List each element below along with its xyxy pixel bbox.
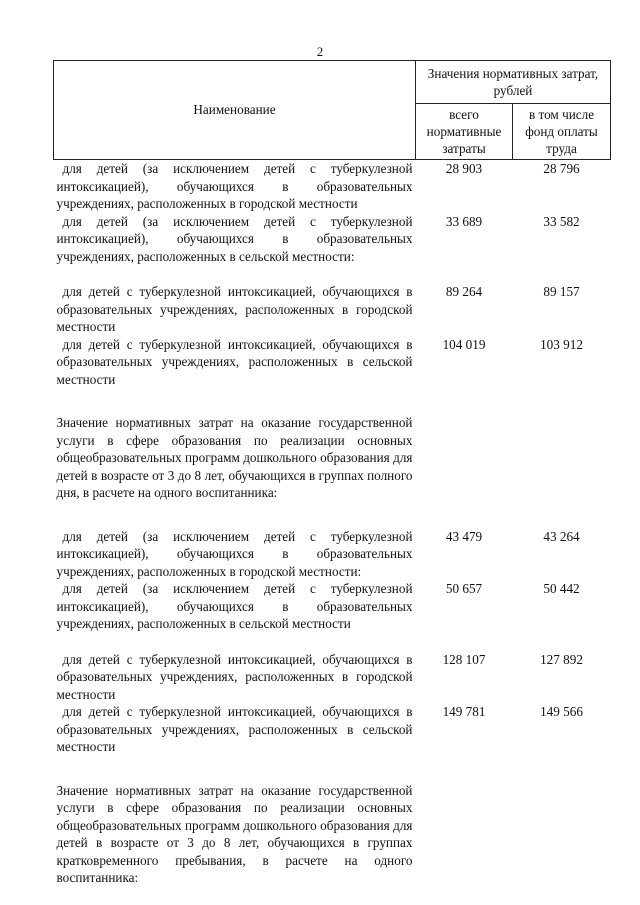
row-spacer — [54, 388, 611, 414]
row-total: 33 689 — [445, 213, 483, 229]
row-wage: 28 796 — [543, 161, 580, 176]
table-row — [54, 651, 611, 704]
table-row — [54, 336, 611, 389]
row-name: для детей с туберкулезной интоксикацией, обучающихся в образовательных учреждениях, расположенных в городской местности — [56, 284, 413, 334]
normative-costs-table — [53, 60, 611, 887]
row-wage — [513, 414, 611, 502]
row-total — [416, 414, 513, 502]
header-total-costs: всего нормативные затраты — [416, 104, 513, 160]
row-wage: 149 566 — [540, 704, 583, 719]
row-spacer — [54, 265, 611, 283]
row-total: 43 479 — [445, 528, 483, 544]
row-total: 89 264 — [445, 284, 483, 299]
row-name: для детей (за исключением детей с туберкулезной интоксикацией), обучающихся в образовательных учреждениях, расположенных в городской местности — [56, 161, 413, 211]
table-row — [54, 580, 611, 633]
row-name: для детей (за исключением детей с туберкулезной интоксикацией), обучающихся в образовательных учреждениях, расположенных в сельской местности: — [56, 213, 413, 264]
table-header — [54, 61, 611, 160]
table-row — [54, 213, 611, 266]
page-number: 2 — [316, 44, 324, 59]
row-wage: 50 442 — [543, 581, 580, 596]
row-spacer — [54, 756, 611, 782]
row-total — [416, 782, 513, 887]
header-wage-fund: в том числе фонд оплаты труда — [513, 104, 611, 160]
section-heading: Значение нормативных затрат на оказание государственной услуги в сфере образования по реализации основных общеобразовательных программ дошкольного образования для детей в возрасте от 3 до 8 лет, обучающихся в группах кратковременного пребывания, в расчете на одного воспитанника: — [56, 782, 413, 885]
row-name: для детей с туберкулезной интоксикацией, обучающихся в образовательных учреждениях, расположенных в сельской местности — [56, 704, 413, 754]
row-name: для детей с туберкулезной интоксикацией, обучающихся в образовательных учреждениях, расположенных в городской местности — [56, 651, 413, 702]
table-row — [54, 283, 611, 336]
row-name: для детей (за исключением детей с туберкулезной интоксикацией), обучающихся в образовательных учреждениях, расположенных в сельской местности — [56, 581, 413, 631]
row-total: 149 781 — [442, 704, 486, 719]
header-name: Наименование — [54, 61, 416, 160]
row-total: 28 903 — [445, 161, 483, 176]
row-wage: 103 912 — [540, 336, 583, 352]
row-wage: 43 264 — [543, 528, 580, 544]
row-spacer — [54, 502, 611, 528]
table-row — [54, 703, 611, 756]
section-heading: Значение нормативных затрат на оказание государственной услуги в сфере образования по реализации основных общеобразовательных программ дошкольного образования для детей в возрасте от 3 до 8 лет, обучающихся в группах полного дня, в расчете на одного воспитанника: — [56, 415, 413, 500]
row-total: 104 019 — [442, 336, 486, 352]
header-values-group: Значения нормативных затрат, рублей — [416, 61, 611, 104]
row-wage: 127 892 — [540, 651, 583, 667]
row-name: для детей с туберкулезной интоксикацией, обучающихся в образовательных учреждениях, расположенных в сельской местности — [56, 336, 413, 387]
row-spacer — [54, 633, 611, 651]
section-heading-row — [54, 782, 611, 887]
row-wage: 89 157 — [543, 284, 580, 299]
row-total: 50 657 — [445, 581, 483, 596]
table-row — [54, 528, 611, 581]
row-total: 128 107 — [442, 651, 486, 667]
row-wage: 33 582 — [543, 213, 580, 229]
row-wage — [513, 782, 611, 887]
section-heading-row — [54, 414, 611, 502]
row-name: для детей (за исключением детей с туберкулезной интоксикацией), обучающихся в образовательных учреждениях, расположенных в городской местности: — [56, 528, 413, 579]
table-row — [54, 160, 611, 213]
